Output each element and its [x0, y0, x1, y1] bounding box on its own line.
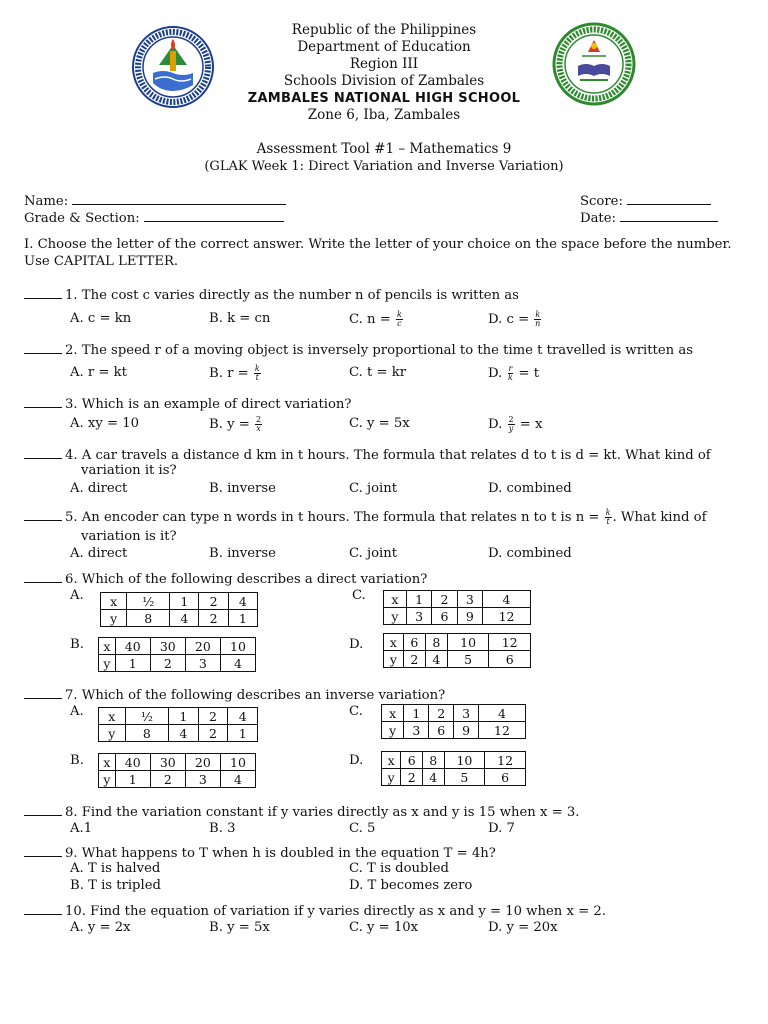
table-row [382, 769, 526, 786]
assessment-subtitle: (GLAK Week 1: Direct Variation and Inverse Variation) [204, 159, 564, 174]
table-row-header: x [99, 638, 116, 655]
instructions-line-2: Use CAPITAL LETTER. [24, 254, 179, 269]
table-cell: 1 [169, 708, 199, 725]
question-4: 4. A car travels a distance d km in t hours. The formula that relates d to t is d = kt. What kind of [24, 447, 711, 463]
table-row [382, 722, 526, 739]
answer-blank-8[interactable] [24, 804, 62, 816]
q5-option-d: D. combined [488, 546, 572, 561]
date-field[interactable] [580, 210, 718, 226]
table-row-header: x [99, 754, 116, 771]
table-cell: 6 [489, 651, 531, 668]
date-label: Date: [580, 211, 616, 226]
q6-table-d [383, 633, 531, 668]
question-7: 7. Which of the following describes an inverse variation? [24, 687, 445, 703]
question-4-cont: variation it is? [81, 463, 177, 478]
answer-blank-9[interactable] [24, 845, 62, 857]
score-line[interactable] [627, 193, 711, 205]
table-row-header: y [384, 651, 404, 668]
table-cell: 6 [429, 722, 454, 739]
question-6: 6. Which of the following describes a direct variation? [24, 571, 427, 587]
question-1: 1. The cost c varies directly as the number n of pencils is written as [24, 287, 519, 303]
header-address: Zone 6, Iba, Zambales [307, 107, 461, 123]
table-cell: 4 [228, 708, 258, 725]
table-row [382, 752, 526, 769]
question-5-cont: variation is it? [81, 529, 177, 544]
q8-option-d: D. 7 [488, 821, 515, 836]
q6-label-b: B. [70, 637, 84, 652]
table-row-header: x [382, 752, 401, 769]
name-line[interactable] [72, 193, 286, 205]
q7-table-b [98, 753, 256, 788]
header-school-name: ZAMBALES NATIONAL HIGH SCHOOL [247, 91, 521, 106]
table-row [99, 655, 256, 672]
q10-option-c: C. y = 10x [349, 920, 419, 935]
q10-option-d: D. y = 20x [488, 920, 558, 935]
answer-blank-2[interactable] [24, 342, 62, 354]
table-cell: 9 [454, 722, 479, 739]
q6-table-b [98, 637, 256, 672]
q6-label-c: C. [352, 588, 366, 603]
table-row [99, 638, 256, 655]
table-cell: 8 [425, 634, 447, 651]
table-cell: 12 [485, 752, 526, 769]
table-row-header: y [99, 771, 116, 788]
answer-blank-1[interactable] [24, 287, 62, 299]
header-region: Region III [349, 56, 419, 72]
table-cell: 4 [169, 725, 199, 742]
table-cell: 3 [404, 722, 429, 739]
table-cell: 1 [228, 610, 257, 627]
table-cell: ½ [125, 708, 168, 725]
table-row [99, 771, 256, 788]
grade-section-field[interactable] [24, 210, 284, 226]
table-cell: 1 [115, 655, 150, 672]
q6-table-a [100, 592, 258, 627]
table-cell: 1 [228, 725, 258, 742]
header-department: Department of Education [297, 39, 471, 55]
grade-section-label: Grade & Section: [24, 211, 140, 226]
q2-option-c: C. t = kr [349, 365, 407, 380]
q6-table-c [383, 590, 531, 625]
answer-blank-4[interactable] [24, 447, 62, 459]
q5-option-c: C. joint [349, 546, 398, 561]
table-cell: 2 [150, 771, 185, 788]
table-cell: 3 [454, 705, 479, 722]
q2-option-a: A. r = kt [70, 365, 127, 380]
table-row-header: y [384, 608, 407, 625]
table-cell: 2 [199, 593, 228, 610]
score-field[interactable] [580, 193, 711, 209]
table-cell: 12 [489, 634, 531, 651]
table-cell: 1 [406, 591, 431, 608]
q10-option-b: B. y = 5x [209, 920, 270, 935]
q2-option-d: D. $\frac{r}{k}$ = t [488, 364, 540, 382]
table-cell: 9 [457, 608, 482, 625]
header-division: Schools Division of Zambales [283, 73, 485, 89]
q8-option-b: B. 3 [209, 821, 236, 836]
table-cell: 6 [432, 608, 457, 625]
table-cell: 2 [199, 610, 228, 627]
table-cell: 4 [220, 655, 255, 672]
score-label: Score: [580, 194, 623, 209]
table-row-header: y [99, 725, 126, 742]
header-block [0, 22, 768, 124]
question-10: 10. Find the equation of variation if y varies directly as x and y = 10 when x = 2. [24, 903, 606, 919]
question-2: 2. The speed r of a moving object is inversely proportional to the time t travelled is written as [24, 342, 693, 358]
table-cell: 6 [485, 769, 526, 786]
q4-option-b: B. inverse [209, 481, 276, 496]
assessment-title: Assessment Tool #1 – Mathematics 9 [256, 141, 512, 157]
table-cell: 1 [404, 705, 429, 722]
table-row [99, 725, 258, 742]
table-cell: 2 [432, 591, 457, 608]
answer-blank-7[interactable] [24, 687, 62, 699]
table-cell: 4 [220, 771, 255, 788]
q8-option-a: A.1 [70, 821, 93, 836]
table-cell: 8 [125, 725, 168, 742]
grade-section-line[interactable] [144, 210, 284, 222]
date-line[interactable] [620, 210, 718, 222]
table-cell: 4 [483, 591, 531, 608]
table-cell: 30 [150, 754, 185, 771]
q5-option-a: A. direct [70, 546, 128, 561]
table-cell: 6 [403, 634, 425, 651]
table-row [382, 705, 526, 722]
q7-table-d [381, 751, 526, 786]
q7-label-b: B. [70, 753, 84, 768]
q9-option-d: D. T becomes zero [349, 878, 473, 893]
q4-option-c: C. joint [349, 481, 398, 496]
name-field[interactable] [24, 193, 286, 209]
q9-option-b: B. T is tripled [70, 878, 161, 893]
table-cell: 1 [170, 593, 199, 610]
answer-blank-5[interactable] [24, 509, 62, 521]
table-cell: 40 [115, 754, 150, 771]
q4-option-d: D. combined [488, 481, 572, 496]
table-cell: 4 [422, 769, 444, 786]
name-label: Name: [24, 194, 69, 209]
table-cell: 4 [479, 705, 526, 722]
q1-option-c: C. n = $\frac{k}{c}$ [349, 310, 402, 328]
q8-option-c: C. 5 [349, 821, 376, 836]
table-row [99, 754, 256, 771]
table-cell: 2 [198, 708, 228, 725]
table-cell: 5 [444, 769, 485, 786]
table-cell: 4 [425, 651, 447, 668]
table-cell: 20 [185, 754, 220, 771]
q3-option-b: B. y = $\frac{2}{x}$ [209, 415, 262, 433]
table-row-header: x [99, 708, 126, 725]
answer-blank-10[interactable] [24, 903, 62, 915]
table-cell: 10 [447, 634, 489, 651]
q4-option-a: A. direct [70, 481, 128, 496]
table-cell: 4 [170, 610, 199, 627]
answer-blank-3[interactable] [24, 396, 62, 408]
table-row [384, 608, 531, 625]
table-cell: 10 [444, 752, 485, 769]
q9-option-c: C. T is doubled [349, 861, 449, 876]
q3-option-a: A. xy = 10 [70, 416, 140, 431]
table-cell: 1 [115, 771, 150, 788]
q1-option-b: B. k = cn [209, 311, 271, 326]
table-row [384, 634, 531, 651]
table-row-header: x [384, 591, 407, 608]
header-republic: Republic of the Philippines [291, 22, 477, 38]
table-cell: 2 [403, 651, 425, 668]
q7-label-c: C. [349, 704, 363, 719]
q10-option-a: A. y = 2x [70, 920, 131, 935]
table-row [101, 610, 258, 627]
table-cell: ½ [127, 593, 170, 610]
table-row [101, 593, 258, 610]
table-cell: 2 [429, 705, 454, 722]
table-cell: 12 [479, 722, 526, 739]
table-row-header: y [382, 769, 401, 786]
question-9: 9. What happens to T when h is doubled in the equation T = 4h? [24, 845, 496, 861]
table-cell: 12 [483, 608, 531, 625]
table-row [99, 708, 258, 725]
table-cell: 8 [422, 752, 444, 769]
table-cell: 8 [127, 610, 170, 627]
table-cell: 4 [228, 593, 257, 610]
q7-table-a [98, 707, 258, 742]
table-row-header: x [382, 705, 404, 722]
table-row-header: x [384, 634, 404, 651]
table-row-header: y [101, 610, 127, 627]
table-cell: 10 [220, 638, 255, 655]
q7-label-a: A. [70, 704, 84, 719]
q6-label-d: D. [349, 637, 364, 652]
q9-option-a: A. T is halved [70, 861, 161, 876]
table-row-header: y [382, 722, 404, 739]
question-3: 3. Which is an example of direct variation? [24, 396, 351, 412]
table-cell: 3 [457, 591, 482, 608]
table-cell: 2 [150, 655, 185, 672]
q1-option-d: D. c = $\frac{k}{n}$ [488, 310, 541, 328]
answer-blank-6[interactable] [24, 571, 62, 583]
q1-option-a: A. c = kn [70, 311, 132, 326]
q7-label-d: D. [349, 753, 364, 768]
table-cell: 2 [401, 769, 423, 786]
question-5: 5. An encoder can type n words in t hours. The formula that relates n to t is n = $\frac{k}{t}$ . What kind of [24, 509, 706, 526]
q3-option-c: C. y = 5x [349, 416, 410, 431]
table-row-header: x [101, 593, 127, 610]
q5-option-b: B. inverse [209, 546, 276, 561]
table-cell: 3 [185, 771, 220, 788]
table-cell: 3 [406, 608, 431, 625]
q6-label-a: A. [70, 588, 84, 603]
table-cell: 10 [220, 754, 255, 771]
question-8: 8. Find the variation constant if y varies directly as x and y is 15 when x = 3. [24, 804, 579, 820]
table-cell: 30 [150, 638, 185, 655]
q7-table-c [381, 704, 526, 739]
table-cell: 5 [447, 651, 489, 668]
table-cell: 20 [185, 638, 220, 655]
table-cell: 6 [401, 752, 423, 769]
q3-option-d: D. $\frac{2}{y}$ = x [488, 415, 543, 433]
table-row-header: y [99, 655, 116, 672]
table-cell: 2 [198, 725, 228, 742]
table-row [384, 651, 531, 668]
table-cell: 40 [115, 638, 150, 655]
q2-option-b: B. r = $\frac{k}{t}$ [209, 364, 260, 382]
table-row [384, 591, 531, 608]
table-cell: 3 [185, 655, 220, 672]
instructions-line-1: I. Choose the letter of the correct answer. Write the letter of your choice on the space before the number. [24, 237, 732, 252]
